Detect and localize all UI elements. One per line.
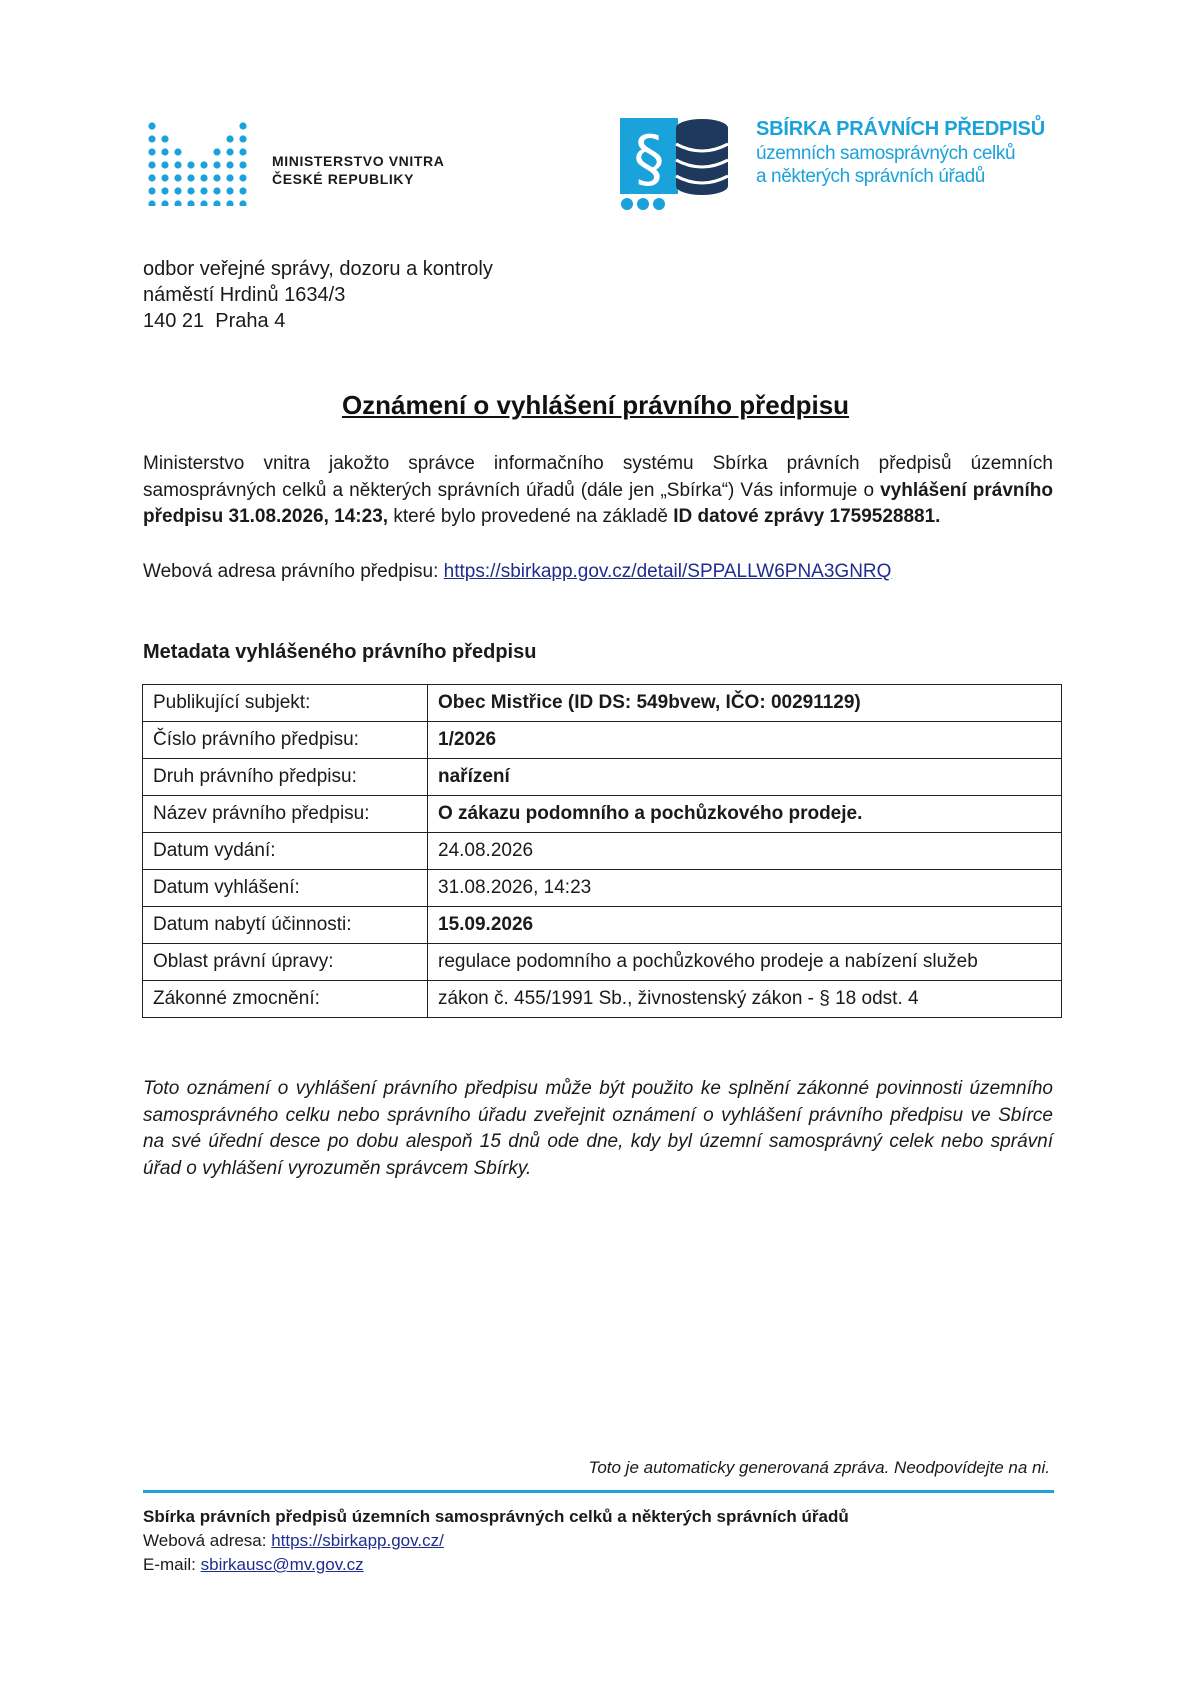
table-row (143, 870, 1062, 907)
footer (143, 1505, 849, 1577)
usage-note: Toto oznámení o vyhlášení právního předpisu může být použito ke splnění zákonné povinnosti územního samosprávného celku nebo správního úřadu zveřejnit oznámení o vyhlášení právního předpisu ve Sbírce na své úřední desce po dobu alespoň 15 dnů ode dne, kdy byl územní samosprávný celek nebo správní úřad o vyhlášení vyrozuměn správcem Sbírky. (143, 1078, 1053, 1179)
table-row (143, 944, 1062, 981)
metadata-value: regulace podomního a pochůzkového prodeje a nabízení služeb (428, 944, 1062, 981)
address-line1: odbor veřejné správy, dozoru a kontroly (143, 258, 493, 280)
metadata-value: zákon č. 455/1991 Sb., živnostenský zákon - § 18 odst. 4 (428, 981, 1062, 1018)
metadata-value: Obec Mistřice (ID DS: 549bvew, IČO: 00291129) (428, 685, 1062, 722)
table-row (143, 759, 1062, 796)
metadata-value: 24.08.2026 (428, 833, 1062, 870)
intro-text-1: Ministerstvo vnitra jakožto správce informačního systému Sbírka právních předpisů územních samosprávných celků a některých správních úřadů (dále jen „Sbírka“) Vás informuje o (143, 453, 1053, 501)
paragraph-database-logo-icon (620, 114, 740, 210)
document-title: Oznámení o vyhlášení právního předpisu (341, 390, 850, 420)
metadata-table (142, 684, 1062, 1018)
metadata-key: Název právního předpisu: (143, 796, 428, 833)
collection-subtitle-line2: a některých správních úřadů (756, 166, 985, 187)
auto-generated-message: Toto je automaticky generovaná zpráva. Neodpovídejte na ni. (588, 1458, 1050, 1477)
collection-logo (620, 114, 1070, 214)
metadata-key: Datum vyhlášení: (143, 870, 428, 907)
footer-web-label: Webová adresa: (143, 1531, 272, 1550)
web-address-line (143, 561, 891, 583)
ministry-name-line1: MINISTERSTVO VNITRA (272, 153, 445, 169)
metadata-value: 15.09.2026 (428, 907, 1062, 944)
address-line3: 140 21 Praha 4 (143, 310, 286, 332)
metadata-key: Datum nabytí účinnosti: (143, 907, 428, 944)
table-row (143, 796, 1062, 833)
ministry-name-line2: ČESKÉ REPUBLIKY (272, 171, 415, 187)
metadata-value: 1/2026 (428, 722, 1062, 759)
metadata-key: Publikující subjekt: (143, 685, 428, 722)
ministry-name (272, 152, 444, 188)
metadata-value: O zákazu podomního a pochůzkového prodeje. (428, 796, 1062, 833)
table-row (143, 722, 1062, 759)
intro-text-2: které bylo provedené na základě (388, 506, 674, 527)
collection-title: SBÍRKA PRÁVNÍCH PŘEDPISŮ (756, 118, 1045, 140)
metadata-heading: Metadata vyhlášeného právního předpisu (143, 641, 537, 663)
sender-address (143, 256, 493, 334)
metadata-key: Oblast právní úpravy: (143, 944, 428, 981)
ministry-dots-logo-icon (146, 120, 256, 206)
footer-email-link[interactable]: sbirkausc@mv.gov.cz (200, 1555, 364, 1574)
intro-bold-2: ID datové zprávy 1759528881. (673, 506, 941, 527)
metadata-value: nařízení (428, 759, 1062, 796)
footer-web-line (143, 1529, 849, 1553)
metadata-key: Zákonné zmocnění: (143, 981, 428, 1018)
footer-email-label: E-mail: (143, 1555, 201, 1574)
footer-email-line (143, 1553, 849, 1577)
footer-web-link[interactable]: https://sbirkapp.gov.cz/ (271, 1531, 444, 1550)
footer-org-name: Sbírka právních předpisů územních samosprávných celků a některých správních úřadů (143, 1507, 849, 1526)
address-line2: náměstí Hrdinů 1634/3 (143, 284, 346, 306)
regulation-url-link[interactable]: https://sbirkapp.gov.cz/detail/SPPALLW6PNA3GNRQ (443, 561, 892, 582)
table-row (143, 685, 1062, 722)
table-row (143, 981, 1062, 1018)
metadata-value: 31.08.2026, 14:23 (428, 870, 1062, 907)
intro-paragraph (143, 451, 1053, 531)
metadata-key: Druh právního předpisu: (143, 759, 428, 796)
table-row (143, 833, 1062, 870)
svg-text:§: § (633, 122, 665, 195)
web-address-label: Webová adresa právního předpisu: (143, 561, 444, 582)
table-row (143, 907, 1062, 944)
intro-bold-1: vyhlášení právního předpisu 31.08.2026, 14:23, (143, 479, 1053, 527)
metadata-key: Číslo právního předpisu: (143, 722, 428, 759)
collection-subtitle-line1: územních samosprávných celků (756, 143, 1016, 164)
ministry-logo (146, 120, 456, 206)
metadata-key: Datum vydání: (143, 833, 428, 870)
footer-divider (143, 1490, 1054, 1493)
